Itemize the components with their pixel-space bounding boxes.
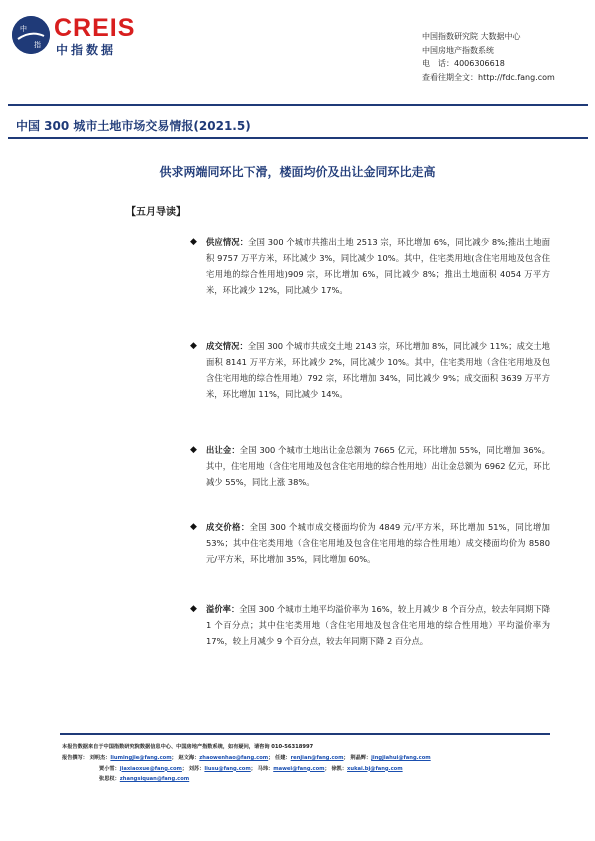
writer-name: 刘明杰： bbox=[89, 754, 111, 761]
logo-subtitle: 中指数据 bbox=[56, 43, 117, 57]
footer-writers-row-3 bbox=[62, 774, 562, 785]
section-text: 全国 300 个城市共成交土地 2143 宗，环比增加 8%，同比减少 11%；成交土地面积 8141 万平方米，环比减少 2%，同比减少 10%。其中，住宅类用地（含住宅用地及包含住宅用地的综合性用地）792 宗，环比增加 34%，同比减少 9%；成交面积 3639 万平方米，环比增加 11%，同比减少 14%。 bbox=[206, 341, 550, 399]
footer-writers-row-2: 贾小雪：jiaxiaoxue@fang.com； 刘苏：liusu@fang.com； 马玮：mawei@fang.com； 徐凯：xukai.bj@fang.com bbox=[99, 765, 403, 772]
guide-label: 【五月导读】 bbox=[126, 207, 186, 218]
section-text: 全国 300 个城市土地平均溢价率为 16%，较上月减少 8 个百分点，较去年同期下降 1 个百分点；其中住宅类用地（含住宅用地及包含住宅用地的综合性用地）平均溢价率为 17%，较上月减少 9 个百分点，较去年同期下降 2 百分点。 bbox=[206, 604, 550, 646]
writer-name: 马玮： bbox=[257, 765, 274, 772]
writer-name: 荆晶辉： bbox=[350, 754, 372, 761]
svg-text:指: 指 bbox=[34, 41, 41, 49]
writers-label: 报告撰写： bbox=[62, 754, 88, 761]
logo-wordmark bbox=[54, 14, 135, 43]
writer-email-link[interactable]: xukai.bj@fang.com bbox=[347, 765, 403, 772]
writer-email-link[interactable]: liumingjie@fang.com bbox=[110, 754, 172, 761]
main-headline: 供求两端同环比下滑，楼面均价及出让金同环比走高 bbox=[159, 165, 436, 179]
diamond-bullet-icon: ◆ bbox=[190, 237, 197, 247]
section-label: 溢价率： bbox=[206, 604, 240, 614]
section-premium-rate bbox=[190, 601, 550, 649]
writer-email-link[interactable]: zhaowenhao@fang.com bbox=[199, 754, 269, 761]
footer bbox=[62, 742, 562, 785]
writer-email-link[interactable]: mawei@fang.com bbox=[273, 765, 325, 772]
writer-name: 赵文海： bbox=[178, 754, 200, 761]
logo-emblem bbox=[12, 16, 50, 54]
writer-name: 贾小雪： bbox=[99, 765, 120, 772]
title-divider bbox=[8, 137, 588, 139]
writer-email-link[interactable]: jingjiahui@fang.com bbox=[371, 754, 431, 761]
writer-email-link[interactable]: jiaxiaoxue@fang.com bbox=[119, 765, 182, 772]
section-price bbox=[190, 519, 550, 567]
contact-line-org: 中国指数研究院 大数据中心 bbox=[422, 32, 521, 41]
section-supply bbox=[190, 234, 550, 298]
diamond-bullet-icon: ◆ bbox=[190, 604, 197, 614]
svg-text:中: 中 bbox=[20, 25, 27, 33]
footer-writers-row-1: 报告撰写： 刘明杰：liumingjie@fang.com； 赵文海：zhaowenhao@fang.com； 任建：renjian@fang.com； 荆晶辉：jingjiahui@fang.com bbox=[62, 754, 431, 761]
diamond-bullet-icon: ◆ bbox=[190, 445, 197, 455]
writer-email-link[interactable]: liusu@fang.com bbox=[204, 765, 251, 772]
logo-emblem-icon bbox=[12, 16, 50, 54]
section-label: 出让金： bbox=[206, 445, 240, 455]
header-divider bbox=[8, 104, 588, 106]
diamond-bullet-icon: ◆ bbox=[190, 522, 197, 532]
section-label: 成交情况： bbox=[206, 341, 248, 351]
section-text: 全国 300 个城市共推出土地 2513 宗，环比增加 6%，同比减少 8%;推出土地面积 9757 万平方米，环比减少 3%，同比减少 10%。其中，住宅类用地(含住宅用地及包含住宅用地的综合性用地)909 宗，环比增加 6%，同比减少 8%；推出土地面积 4054 万平方米，环比减少 12%，同比减少 17%。 bbox=[206, 237, 550, 295]
footer-source: 本报告数据来自于中国指数研究院数据信息中心、中国房地产指数系统，如有疑问，请咨询 010-56318997 bbox=[62, 744, 314, 750]
writer-email-link[interactable]: zhangsiquan@fang.com bbox=[119, 776, 190, 783]
section-text: 全国 300 个城市成交楼面均价为 4849 元/平方米，环比增加 51%，同比增加 53%；其中住宅类用地（含住宅用地及包含住宅用地的综合性用地）成交楼面均价为 8580 元/平方米，环比增加 35%，同比增加 60%。 bbox=[206, 522, 550, 564]
contact-line-system: 中国房地产指数系统 bbox=[422, 45, 494, 55]
writer-name: 张思权： bbox=[99, 776, 120, 783]
contact-line-phone: 电 话：4006306618 bbox=[422, 59, 505, 69]
writer-name: 刘苏： bbox=[188, 765, 205, 772]
writer-email-link[interactable]: renjian@fang.com bbox=[290, 754, 344, 761]
writer-name: 徐凯： bbox=[331, 765, 348, 772]
logo-wordmark-text: CREIS bbox=[54, 14, 136, 42]
footer-divider bbox=[60, 733, 550, 735]
writer-name: 任建： bbox=[275, 754, 291, 761]
section-transaction bbox=[190, 338, 550, 402]
diamond-bullet-icon: ◆ bbox=[190, 341, 197, 351]
report-title: 中国 300 城市土地市场交易情报(2021.5) bbox=[16, 119, 251, 133]
section-label: 供应情况： bbox=[206, 237, 249, 247]
section-text: 全国 300 个城市土地出让金总额为 7665 亿元，环比增加 55%，同比增加 36%。其中，住宅用地（含住宅用地及包含住宅用地的综合性用地）出让金总额为 6962 亿元，环比减少 55%，同比上涨 38%。 bbox=[206, 445, 550, 487]
section-label: 成交价格： bbox=[206, 522, 250, 532]
section-land-revenue bbox=[190, 442, 550, 490]
contact-block bbox=[422, 30, 555, 84]
contact-line-url[interactable]: 查看往期全文：http://fdc.fang.com bbox=[422, 72, 555, 82]
